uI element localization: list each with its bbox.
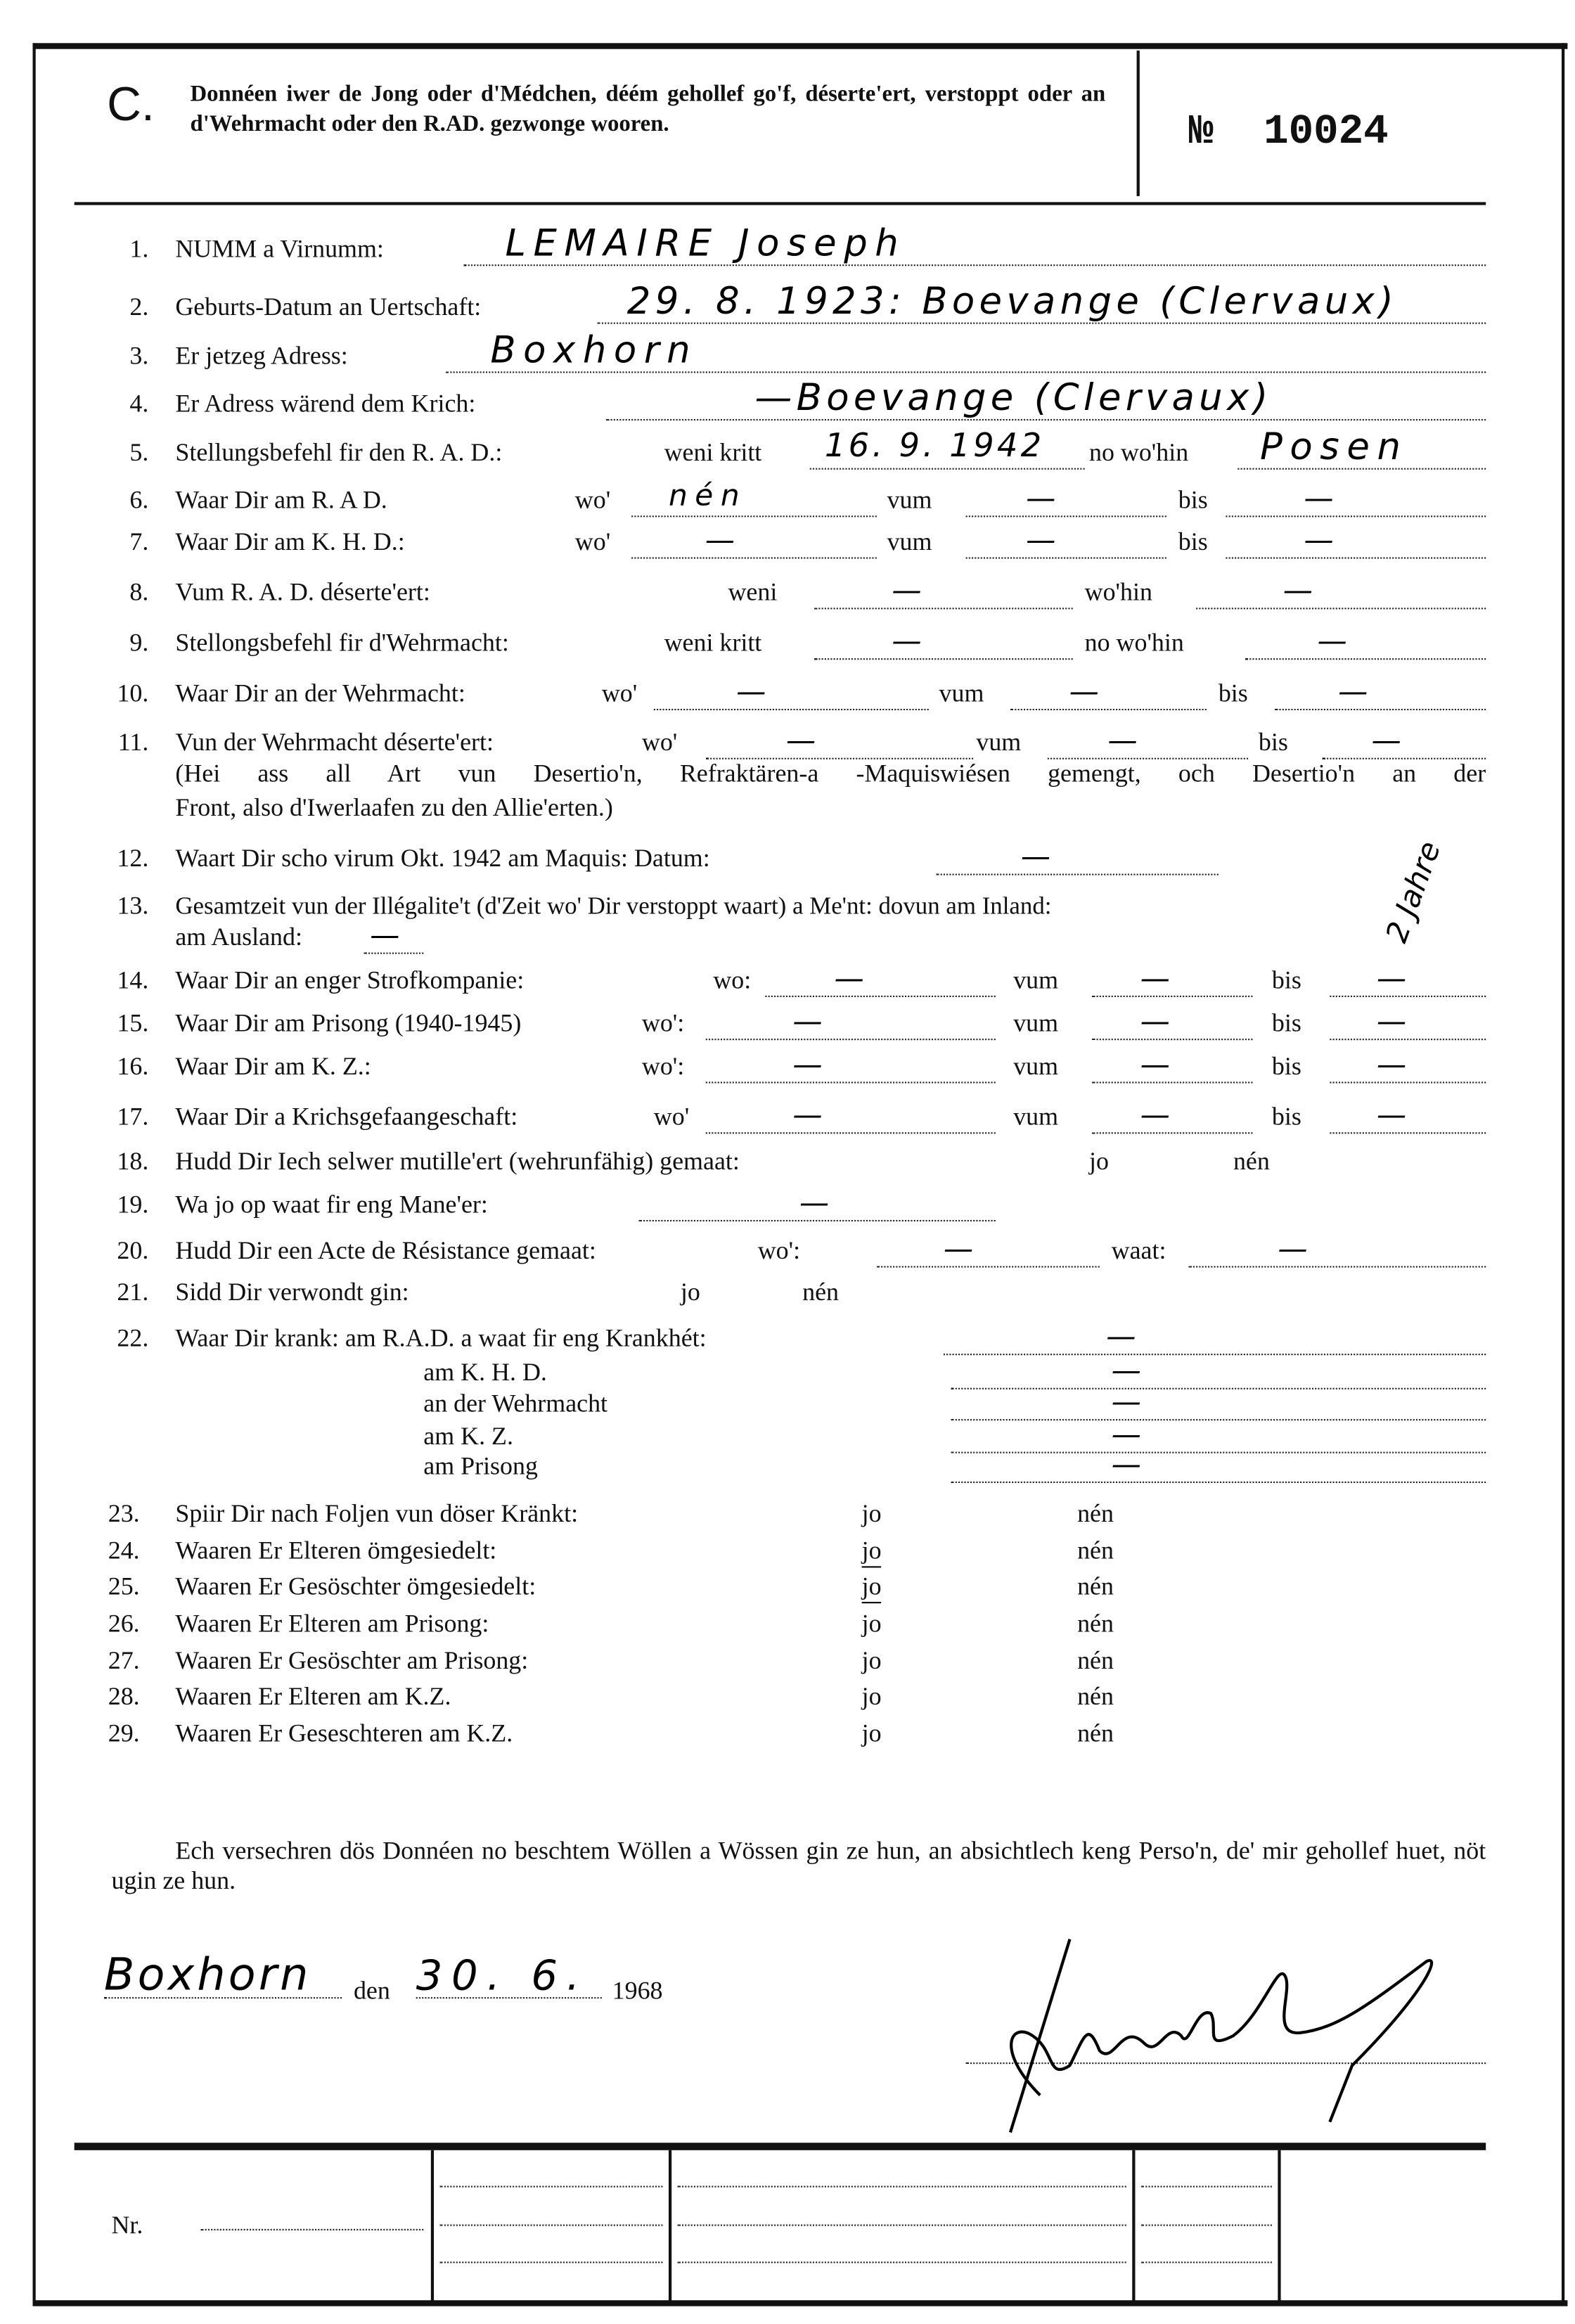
sick-khd-field[interactable] [951, 1352, 1486, 1389]
label-where: no wo'hin [1088, 438, 1189, 467]
label-to: bis [1218, 679, 1248, 707]
label-from: vum [1013, 1102, 1059, 1131]
wm-order-where-field[interactable] [1245, 622, 1486, 660]
penal-to-field[interactable] [1330, 960, 1486, 997]
table-cell[interactable] [440, 2197, 663, 2226]
row-number: 29. [108, 1719, 140, 1748]
table-column-line [431, 2150, 434, 2302]
dash-value: — [1376, 1003, 1407, 1039]
label-penal: Waar Dir an enger Strofkompanie: [175, 965, 525, 994]
dash-value: — [792, 1003, 823, 1039]
label-where: wo': [641, 1008, 685, 1038]
penal-from-field[interactable] [1092, 960, 1252, 997]
khd-to-field[interactable] [1226, 521, 1486, 558]
row-number: 24. [108, 1536, 140, 1565]
khd-from-field[interactable] [966, 521, 1166, 558]
row-number: 17. [117, 1102, 149, 1131]
row-number: 8. [129, 578, 149, 607]
table-cell[interactable] [678, 2159, 1126, 2187]
label-wm-desert: Vun der Wehrmacht déserte'ert: [175, 728, 494, 757]
dash-value: — [1140, 960, 1170, 996]
label-abroad: am Ausland: [175, 923, 302, 951]
label-when: weni [728, 578, 778, 607]
label-from: vum [1013, 1008, 1059, 1038]
rad-desert-when-field[interactable] [814, 572, 1073, 609]
place-field[interactable] [103, 1949, 342, 2002]
row-number: 13. [117, 891, 149, 920]
sick-prison-field[interactable] [951, 1446, 1486, 1483]
dash-value: — [1338, 673, 1368, 709]
dash-value: — [1106, 1318, 1136, 1354]
war-address-value: —Boevange (Clervaux) [754, 375, 1273, 419]
label-to: bis [1178, 527, 1208, 556]
year: 1968 [612, 1976, 663, 2005]
form-title: Donnéen iwer de Jong oder d'Médchen, déém gehollef go'f, déserte'ert, verstoppt oder an d'Wehrmacht oder den R.AD. gezwonge wooren. [190, 82, 1106, 137]
dash-value: — [792, 1046, 823, 1082]
rad-from-field[interactable] [966, 480, 1166, 517]
rad-desert-where-field[interactable] [1196, 572, 1486, 609]
label-pow: Waar Dir a Krichsgefaangeschaft: [175, 1102, 518, 1131]
rad-date-field[interactable] [810, 428, 1085, 470]
label-parents-prison: Waaren Er Elteren am Prisong: [175, 1609, 489, 1638]
date-field[interactable] [416, 1951, 602, 2001]
kz-from-field[interactable] [1092, 1046, 1252, 1083]
dash-value: — [1111, 1352, 1141, 1388]
address-field[interactable] [446, 328, 1486, 373]
note-text: Front, also d'Iwerlaafen zu den Allie'erten.) [175, 793, 613, 822]
dash-value: — [892, 572, 922, 608]
label-nr: Nr. [111, 2211, 143, 2240]
row-number: 20. [117, 1236, 149, 1265]
resistance-what-field[interactable] [1189, 1230, 1486, 1267]
table-column-line [1278, 2150, 1280, 2302]
prison-where-field[interactable] [706, 1003, 996, 1040]
row-number: 22. [117, 1323, 149, 1353]
kz-to-field[interactable] [1330, 1046, 1486, 1083]
row-number: 16. [117, 1052, 149, 1081]
option-no[interactable]: nén [1077, 1536, 1114, 1565]
row-number: 26. [108, 1609, 140, 1638]
rad-place-field[interactable] [1238, 425, 1486, 470]
row-number: 19. [117, 1190, 149, 1219]
label-where: wo' [601, 679, 638, 707]
pow-to-field[interactable] [1330, 1096, 1486, 1134]
label-parents-resettled: Waaren Er Elteren ömgesiedelt: [175, 1536, 497, 1565]
dash-value: — [1317, 622, 1347, 659]
label-self-mutilation: Hudd Dir Iech selwer mutille'ert (wehrunfähig) gemaat: [175, 1147, 740, 1176]
row-number: 23. [108, 1499, 140, 1528]
label-prison: Waar Dir am Prisong (1940-1945) [175, 1008, 522, 1038]
option-yes[interactable]: jo [861, 1682, 882, 1711]
table-cell[interactable] [678, 2197, 1126, 2226]
row-number: 3. [129, 342, 149, 371]
label-to: bis [1271, 1008, 1301, 1038]
label-sick-kz: am K. Z. [423, 1422, 513, 1451]
row-number: 2. [129, 293, 149, 321]
row-number: 14. [117, 965, 149, 994]
label-war-address: Er Adress wärend dem Krich: [175, 389, 476, 418]
label-name: NUMM a Virnumm: [175, 234, 384, 264]
dash-value: — [1026, 521, 1056, 558]
wm-where-field[interactable] [654, 673, 929, 710]
label-to: bis [1258, 728, 1288, 757]
inland-value: 2 Jahre [1378, 836, 1448, 947]
label-when: weni kritt [664, 438, 762, 467]
dash-value: — [799, 1184, 830, 1220]
label-where: wo: [713, 965, 752, 994]
dash-value: — [1376, 1096, 1407, 1133]
label-where: wo': [757, 1236, 801, 1265]
label-address: Er jetzeg Adress: [175, 342, 348, 371]
table-cell[interactable] [1141, 2159, 1272, 2187]
option-no[interactable]: nén [1077, 1499, 1114, 1528]
wm-desert-from-field[interactable] [1048, 722, 1248, 759]
kz-where-field[interactable] [706, 1046, 996, 1083]
prison-from-field[interactable] [1092, 1003, 1252, 1040]
dash-value: — [736, 673, 766, 709]
prison-to-field[interactable] [1330, 1003, 1486, 1040]
row-number: 6. [129, 486, 149, 515]
label-when: weni kritt [664, 628, 762, 657]
label-rad-order: Stellungsbefehl fir den R. A. D.: [175, 438, 503, 467]
signature-image [981, 1932, 1456, 2140]
dash-value: — [370, 916, 400, 953]
label-birth: Geburts-Datum an Uertschaft: [175, 293, 482, 321]
label-rad: Waar Dir am R. A D. [175, 486, 387, 515]
label-where: wo'hin [1084, 578, 1152, 607]
label-where: wo': [641, 1052, 685, 1081]
border-right [1562, 43, 1564, 2304]
label-siblings-kz: Waaren Er Geseschteren am K.Z. [175, 1719, 513, 1748]
pow-from-field[interactable] [1092, 1096, 1252, 1134]
number-symbol: № [1188, 110, 1214, 156]
declaration-text: Ech versechren dös Donnéen no beschtem Wöllen a Wössen gin ze hun, an absichtlech keng Perso'n, de' mir gehollef huet, nöt ugin ze hun. [111, 1836, 1486, 1895]
note-text: (Hei ass all Art vun Desertio'n, Refraktären-a -Maquiswiésen gemengt, och Desertio'n an der [175, 759, 1486, 788]
rad-to-field[interactable] [1226, 480, 1486, 517]
option-no[interactable]: nén [1077, 1682, 1114, 1711]
option-yes-selected[interactable]: jo [862, 1536, 882, 1567]
label-to: bis [1178, 486, 1208, 515]
dash-value: — [1111, 1446, 1141, 1482]
option-yes[interactable]: jo [861, 1609, 882, 1638]
row-number: 15. [117, 1008, 149, 1038]
option-no[interactable]: nén [1077, 1719, 1114, 1748]
rad-date-value: 16. 9. 1942 [824, 428, 1045, 466]
maquis-date-field[interactable] [936, 837, 1219, 875]
option-yes[interactable]: jo [680, 1278, 700, 1307]
wm-order-when-field[interactable] [814, 622, 1073, 660]
label-from: vum [1013, 1052, 1059, 1081]
label-wehrmacht-order: Stellongsbefehl fir d'Wehrmacht: [175, 628, 509, 657]
label-sick-prison: am Prisong [423, 1451, 538, 1480]
label-siblings-prison: Waaren Er Gesöschter am Prisong: [175, 1646, 529, 1675]
option-no[interactable]: nén [802, 1278, 840, 1307]
label-where: no wo'hin [1084, 628, 1184, 657]
dash-value: — [1376, 1046, 1407, 1082]
label-maquis: Waart Dir scho virum Okt. 1942 am Maquis: Datum: [175, 844, 710, 873]
dash-value: — [1376, 960, 1407, 996]
wm-desert-to-field[interactable] [1323, 722, 1486, 759]
table-cell[interactable] [1141, 2235, 1272, 2263]
resistance-where-field[interactable] [877, 1230, 1100, 1267]
dash-value: — [1304, 480, 1334, 516]
table-column-line [1132, 2150, 1135, 2302]
label-what: waat: [1111, 1236, 1166, 1265]
label-consequences: Spiir Dir nach Foljen vun döser Kränkt: [175, 1499, 579, 1528]
address-value: Boxhorn [490, 328, 698, 372]
label-khd: Waar Dir am K. H. D.: [175, 527, 405, 556]
section-letter: C. [107, 77, 155, 131]
option-yes[interactable]: jo [861, 1719, 882, 1748]
table-column-line [669, 2150, 671, 2302]
dash-value: — [1020, 837, 1051, 874]
label-manner: Wa jo op waat fir eng Mane'er: [175, 1190, 488, 1219]
option-no[interactable]: nén [1077, 1646, 1114, 1675]
row-number: 7. [129, 527, 149, 556]
label-sick-wehrmacht: an der Wehrmacht [423, 1389, 608, 1418]
nr-field[interactable] [200, 2202, 423, 2230]
label-to: bis [1271, 1052, 1301, 1081]
label-wounded: Sidd Dir verwondt gin: [175, 1278, 409, 1307]
dash-value: — [1026, 480, 1056, 516]
label-where: wo' [641, 728, 678, 757]
option-yes[interactable]: jo [1088, 1147, 1109, 1176]
wm-desert-where-field[interactable] [706, 722, 973, 759]
dash-value: — [792, 1096, 823, 1133]
khd-where-field[interactable] [631, 521, 877, 558]
row-number: 25. [108, 1572, 140, 1600]
dash-value: — [1111, 1383, 1141, 1420]
row-number: 4. [129, 389, 149, 418]
wm-to-field[interactable] [1275, 673, 1486, 710]
table-cell[interactable] [678, 2235, 1126, 2263]
header-divider-vertical [1137, 51, 1140, 196]
date-value: 30. 6. [416, 1951, 589, 2001]
option-no[interactable]: nén [1077, 1609, 1114, 1638]
name-value: LEMAIRE Joseph [505, 221, 906, 265]
row-number: 27. [108, 1646, 140, 1675]
table-cell[interactable] [1141, 2197, 1272, 2226]
dash-value: — [1111, 1415, 1141, 1452]
row-number: 28. [108, 1682, 140, 1711]
sick-wehrmacht-field[interactable] [951, 1383, 1486, 1420]
row-number: 9. [129, 628, 149, 657]
label-illegality: Gesamtzeit vun der Illégalite't (d'Zeit wo' Dir verstoppt waart) a Me'nt: dovun am Inland: [175, 891, 1052, 920]
border-top [32, 43, 1567, 49]
abroad-field[interactable] [364, 916, 424, 954]
pow-where-field[interactable] [706, 1096, 996, 1134]
inland-field[interactable] [1378, 836, 1483, 947]
penal-where-field[interactable] [765, 960, 996, 997]
label-sick-khd: am K. H. D. [423, 1358, 547, 1387]
label-where: wo' [574, 527, 611, 556]
row-number: 5. [129, 438, 149, 467]
sick-rad-field[interactable] [944, 1318, 1486, 1355]
label-where: wo' [574, 486, 611, 515]
dash-value: — [1107, 722, 1138, 758]
dash-value: — [1278, 1230, 1308, 1266]
dash-value: — [1140, 1003, 1170, 1039]
row-number: 18. [117, 1147, 149, 1176]
label-from: vum [976, 728, 1022, 757]
label-sick: Waar Dir krank: am R.A.D. a waat fir eng Krankhét: [175, 1323, 707, 1353]
label-siblings-resettled: Waaren Er Gesöschter ömgesiedelt: [175, 1572, 536, 1600]
wm-from-field[interactable] [1010, 673, 1207, 710]
row-number: 11. [117, 728, 149, 757]
label-parents-kz: Waaren Er Elteren am K.Z. [175, 1682, 451, 1711]
option-no[interactable]: nén [1077, 1572, 1114, 1600]
manner-field[interactable] [639, 1184, 996, 1221]
border-left [32, 43, 35, 2304]
option-yes-selected[interactable]: jo [862, 1572, 882, 1603]
rad-where-value: nén [668, 477, 747, 513]
sick-kz-field[interactable] [951, 1415, 1486, 1453]
label-resistance: Hudd Dir een Acte de Résistance gemaat: [175, 1236, 596, 1265]
row-number: 1. [129, 234, 149, 264]
dash-value: — [1282, 572, 1313, 608]
option-yes[interactable]: jo [861, 1499, 882, 1528]
dash-value: — [892, 622, 922, 659]
label-to: bis [1271, 965, 1301, 994]
option-no[interactable]: nén [1233, 1147, 1270, 1176]
row-number: 12. [117, 844, 149, 873]
rad-place-value: Posen [1259, 425, 1408, 468]
war-address-field[interactable] [606, 375, 1486, 420]
dash-value: — [785, 722, 816, 758]
footer-divider [75, 2143, 1486, 2150]
label-den: den [353, 1976, 390, 2005]
dash-value: — [1140, 1046, 1170, 1082]
label-kz: Waar Dir am K. Z.: [175, 1052, 371, 1081]
label-wehrmacht: Waar Dir an der Wehrmacht: [175, 679, 465, 707]
row-number: 10. [117, 679, 149, 707]
dash-value: — [1069, 673, 1099, 709]
place-value: Boxhorn [103, 1949, 311, 2002]
option-yes[interactable]: jo [861, 1646, 882, 1675]
label-from: vum [887, 486, 932, 515]
label-from: vum [939, 679, 984, 707]
table-cell[interactable] [440, 2159, 663, 2187]
number-value: 10024 [1264, 110, 1389, 156]
dash-value: — [1371, 722, 1401, 758]
label-from: vum [1013, 965, 1059, 994]
birth-field[interactable] [598, 279, 1486, 324]
label-rad-desert: Vum R. A. D. déserte'ert: [175, 578, 430, 607]
row-number: 21. [117, 1278, 149, 1307]
dash-value: — [1140, 1096, 1170, 1133]
dash-value: — [705, 521, 735, 558]
name-field[interactable] [463, 221, 1486, 266]
table-cell[interactable] [440, 2235, 663, 2263]
dash-value: — [834, 960, 864, 996]
header-divider [75, 202, 1486, 204]
label-where: wo' [653, 1102, 690, 1131]
label-from: vum [887, 527, 932, 556]
label-to: bis [1271, 1102, 1301, 1131]
border-bottom [32, 2300, 1567, 2306]
dash-value: — [1304, 521, 1334, 558]
form-number [1189, 110, 1389, 156]
birth-value: 29. 8. 1923: Boevange (Clervaux) [626, 279, 1399, 323]
dash-value: — [943, 1230, 974, 1266]
rad-where-field[interactable] [631, 477, 877, 517]
